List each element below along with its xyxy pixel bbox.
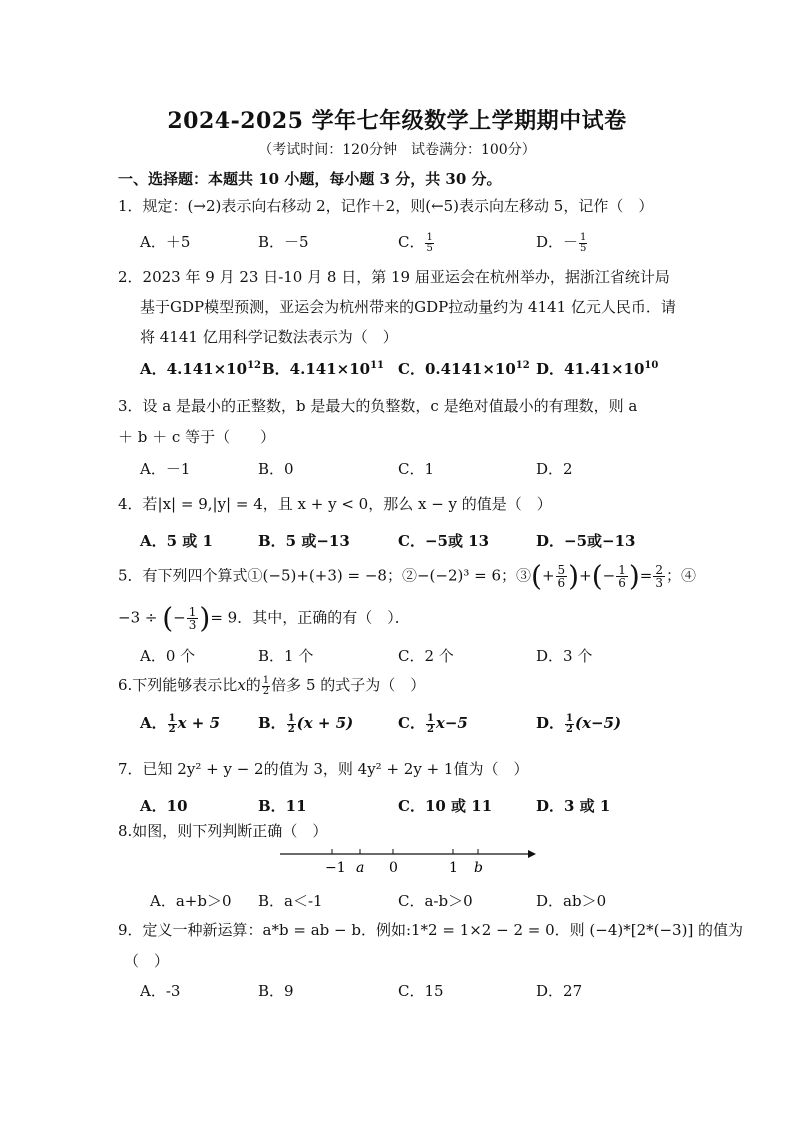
q1-option-b: B．－5: [258, 233, 309, 251]
q8-option-a: A．a+b＞0: [150, 892, 232, 910]
question-7: 7．已知 2y² + y − 2的值为 3，则 4y² + 2y + 1值为（ ）: [118, 760, 529, 778]
exam-subtitle: （考试时间：120分钟 试卷满分：100分）: [258, 142, 536, 158]
q4-option-a: A．5 或 1: [140, 532, 213, 550]
q4-option-b: B．5 或−13: [258, 532, 350, 550]
q2-option-a: A．$4.141\times 10^{12}$: [140, 360, 261, 378]
q1-option-d-label: D．－: [536, 233, 579, 251]
q6-option-a: A． $\frac{1}{2}$ x + 5: [140, 712, 221, 735]
q5-option-b: B．1 个: [258, 647, 314, 665]
q4-option-d: D．−5或−13: [536, 532, 636, 550]
q5-fraction-a: $\frac{5}{6}$: [557, 563, 566, 590]
q1-option-c-label: C．: [398, 233, 425, 251]
q1-c-fraction: $\frac{1}{5}$: [426, 231, 433, 254]
question-2-line-2: 基于GDP模型预测，亚运会为杭州带来的GDP拉动量约为 4141 亿元人民币．请: [140, 298, 676, 316]
q8-option-b: B．a＜-1: [258, 892, 323, 910]
q8-option-c: C．a-b＞0: [398, 892, 473, 910]
question-9-line-1: 9．定义一种新运算：a*b = ab − b．例如:1*2 = 1×2 − 2 = 0．则 (−4)*[2*(−3)] 的值为: [118, 921, 744, 939]
question-5-line-1: 5．有下列四个算式①(−5)+(+3) = −8；②−(−2)³ = 6；③(+ $\frac{5}{6}$ )+(− $\frac{1}{6}$ )= $\frac{2}{3}$ ；④: [118, 559, 697, 593]
q4-option-c: C．−5或 13: [398, 532, 490, 550]
question-4: 4．若|x| = 9,|y| = 4，且 x + y < 0，那么 x − y 的值是（ ）: [118, 495, 552, 513]
q1-d-fraction: $\frac{1}{5}$: [580, 231, 587, 254]
question-9-line-2: （ ）: [124, 952, 170, 970]
q8-option-d: D．ab＞0: [536, 892, 607, 910]
q2-option-c: C．$0.4141\times 10^{12}$: [398, 360, 530, 378]
question-2-line-3: 将 4141 亿用科学记数法表示为（ ）: [140, 328, 398, 346]
section-heading: 一、选择题：本题共 10 小题，每小题 3 分，共 30 分。: [118, 170, 502, 188]
q7-option-d: D．3 或 1: [536, 797, 611, 815]
q9-option-d: D．27: [536, 982, 583, 1000]
question-8: 8.如图，则下列判断正确（ ）: [118, 822, 328, 840]
question-1: 1．规定：(→2)表示向右移动 2，记作＋2，则(←5)表示向左移动 5，记作（ ）: [118, 197, 654, 215]
q1-option-a: A．＋5: [140, 233, 191, 251]
q2-option-b: B．$4.141\times 10^{11}$: [262, 360, 385, 378]
q1-option-d: [536, 231, 588, 254]
q6-option-b: B． $\frac{1}{2}$ (x + 5): [258, 712, 354, 735]
tick-label-1: 1: [449, 860, 458, 876]
q5-option-a: A．0 个: [140, 647, 196, 665]
q9-option-c: C．15: [398, 982, 444, 1000]
q6-option-c: C． $\frac{1}{2}$ x−5: [398, 712, 468, 735]
q5-fraction-c: $\frac{2}{3}$: [655, 563, 663, 590]
q5-option-c: C．2 个: [398, 647, 454, 665]
tick-label-0: 0: [389, 860, 398, 876]
question-6: 6.下列能够表示比x的 $\frac{1}{2}$ 倍多 5 的式子为（ ）: [118, 674, 426, 697]
question-2-line-1: 2．2023 年 9 月 23 日-10 月 8 日，第 19 届亚运会在杭州举办，据浙江省统计局: [118, 268, 670, 286]
tick-label-neg1: −1: [325, 860, 346, 876]
tick-label-a: a: [356, 860, 365, 876]
q7-option-a: A．10: [140, 797, 188, 815]
q5-option-d: D．3 个: [536, 647, 593, 665]
question-3-line-1: 3．设 a 是最小的正整数，b 是最大的负整数，c 是绝对值最小的有理数，则 a: [118, 397, 638, 415]
q5-fraction-d: $\frac{1}{3}$: [188, 605, 197, 632]
q3-option-d: D．2: [536, 460, 573, 478]
q3-option-b: B．0: [258, 460, 294, 478]
exam-title: 2024-2025 学年七年级数学上学期期中试卷: [167, 108, 627, 134]
tick-label-b: b: [474, 860, 483, 876]
q1-option-c: [398, 231, 435, 254]
q6-option-d: D． $\frac{1}{2}$ (x−5): [536, 712, 622, 735]
q9-option-b: B．9: [258, 982, 294, 1000]
q2-option-d: D．$41.41\times 10^{10}$: [536, 360, 659, 378]
q7-option-c: C．10 或 11: [398, 797, 493, 815]
question-5-line-2: −3 ÷ (− $\frac{1}{3}$ )= 9．其中，正确的有（ ）．: [118, 601, 410, 635]
q9-option-a: A．-3: [140, 982, 181, 1000]
number-line-figure: [270, 840, 550, 880]
question-3-line-2: ＋ b ＋ c 等于（ ）: [118, 428, 276, 446]
q5-fraction-b: $\frac{1}{6}$: [618, 563, 626, 590]
q3-option-c: C．1: [398, 460, 435, 478]
q3-option-a: A．－1: [140, 460, 191, 478]
q7-option-b: B．11: [258, 797, 307, 815]
